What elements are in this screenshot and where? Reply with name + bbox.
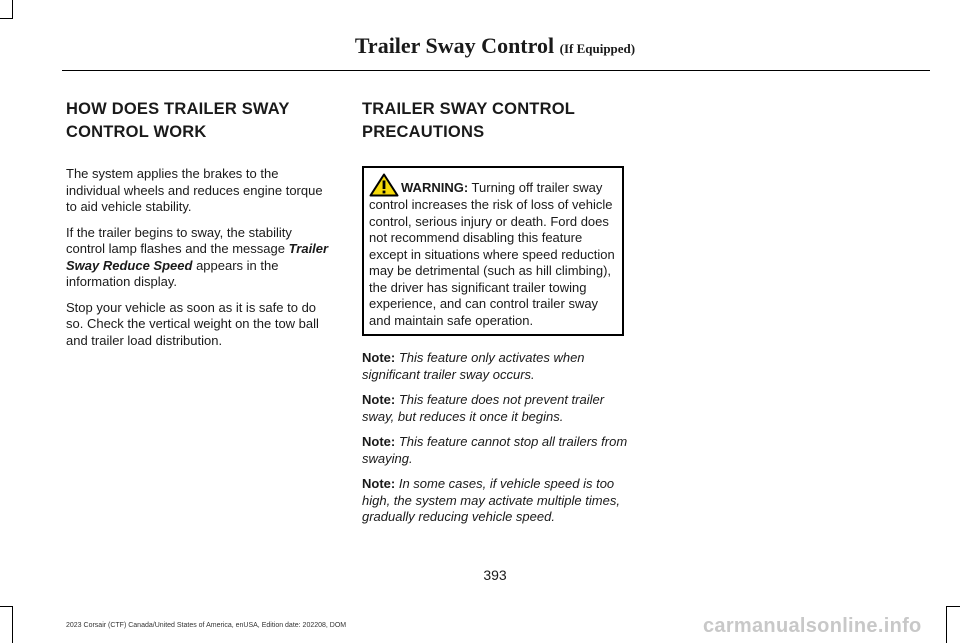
page-title-suffix: (If Equipped) xyxy=(559,41,636,56)
crop-mark-bottom-right-v xyxy=(946,606,947,643)
warning-label: WARNING: xyxy=(401,180,469,195)
note-2 xyxy=(362,392,630,425)
crop-mark-top-left-v xyxy=(12,0,13,18)
middle-column xyxy=(362,98,630,535)
note-text: This feature cannot stop all trailers from swaying. xyxy=(362,434,628,466)
paragraph-3: Stop your vehicle as soon as it is safe to do so. Check the vertical weight on the tow ball and trailer load distribution. xyxy=(66,299,319,348)
note-label: Note: xyxy=(362,350,396,365)
note-label: Note: xyxy=(362,434,396,449)
paragraph-1: The system applies the brakes to the individual wheels and reduces engine torque to aid vehicle stability. xyxy=(66,166,323,214)
paragraph-2 xyxy=(66,225,334,291)
heading-line-2: CONTROL WORK xyxy=(66,123,207,141)
page-title xyxy=(0,33,960,59)
note-1 xyxy=(362,350,630,383)
heading-line-2: PRECAUTIONS xyxy=(362,123,485,141)
crop-mark-bottom-left-v xyxy=(12,606,13,643)
note-text: This feature only activates when significant trailer sway occurs. xyxy=(362,350,585,382)
note-label: Note: xyxy=(362,476,396,491)
display-message: Trailer Sway Reduce Speed xyxy=(66,241,329,273)
paragraph-2-text-end: appears in the information display. xyxy=(66,257,279,289)
left-column xyxy=(66,98,334,358)
header-rule xyxy=(62,70,930,71)
page-title-main: Trailer Sway Control xyxy=(354,33,555,58)
section-heading-how-it-works xyxy=(66,98,334,144)
note-3 xyxy=(362,434,630,467)
note-label: Note: xyxy=(362,392,396,407)
footer-edition: 2023 Corsair (CTF) Canada/United States of America, enUSA, Edition date: 202208, DOM xyxy=(66,622,347,629)
note-text: In some cases, if vehicle speed is too high, the system may activate multiple times, gradually reducing vehicle speed. xyxy=(362,476,620,524)
heading-line-1: TRAILER SWAY CONTROL xyxy=(362,100,576,118)
warning-text: Turning off trailer sway control increases the risk of loss of vehicle control, serious injury or death. Ford does not recommend disabling this feature except in situations where speed reduction may be detrimental (such as hill climbing), the driver has significant trailer towing experience, and can control trailer sway and maintain safe operation. xyxy=(369,180,615,328)
section-heading-precautions xyxy=(362,98,630,144)
crop-mark-bottom-left-h xyxy=(0,606,13,607)
watermark: carmanualsonline.info xyxy=(703,615,922,637)
page-number: 393 xyxy=(483,567,507,583)
crop-mark-top-left-h xyxy=(0,18,13,19)
note-4 xyxy=(362,476,630,526)
paragraph-2-text: If the trailer begins to sway, the stability control lamp flashes and the message xyxy=(66,224,292,256)
warning-box xyxy=(362,166,624,336)
note-text: This feature does not prevent trailer sway, but reduces it once it begins. xyxy=(362,392,605,424)
heading-line-1: HOW DOES TRAILER SWAY xyxy=(66,100,290,118)
crop-mark-bottom-right-h xyxy=(946,606,960,607)
warning-triangle-icon xyxy=(369,173,399,197)
